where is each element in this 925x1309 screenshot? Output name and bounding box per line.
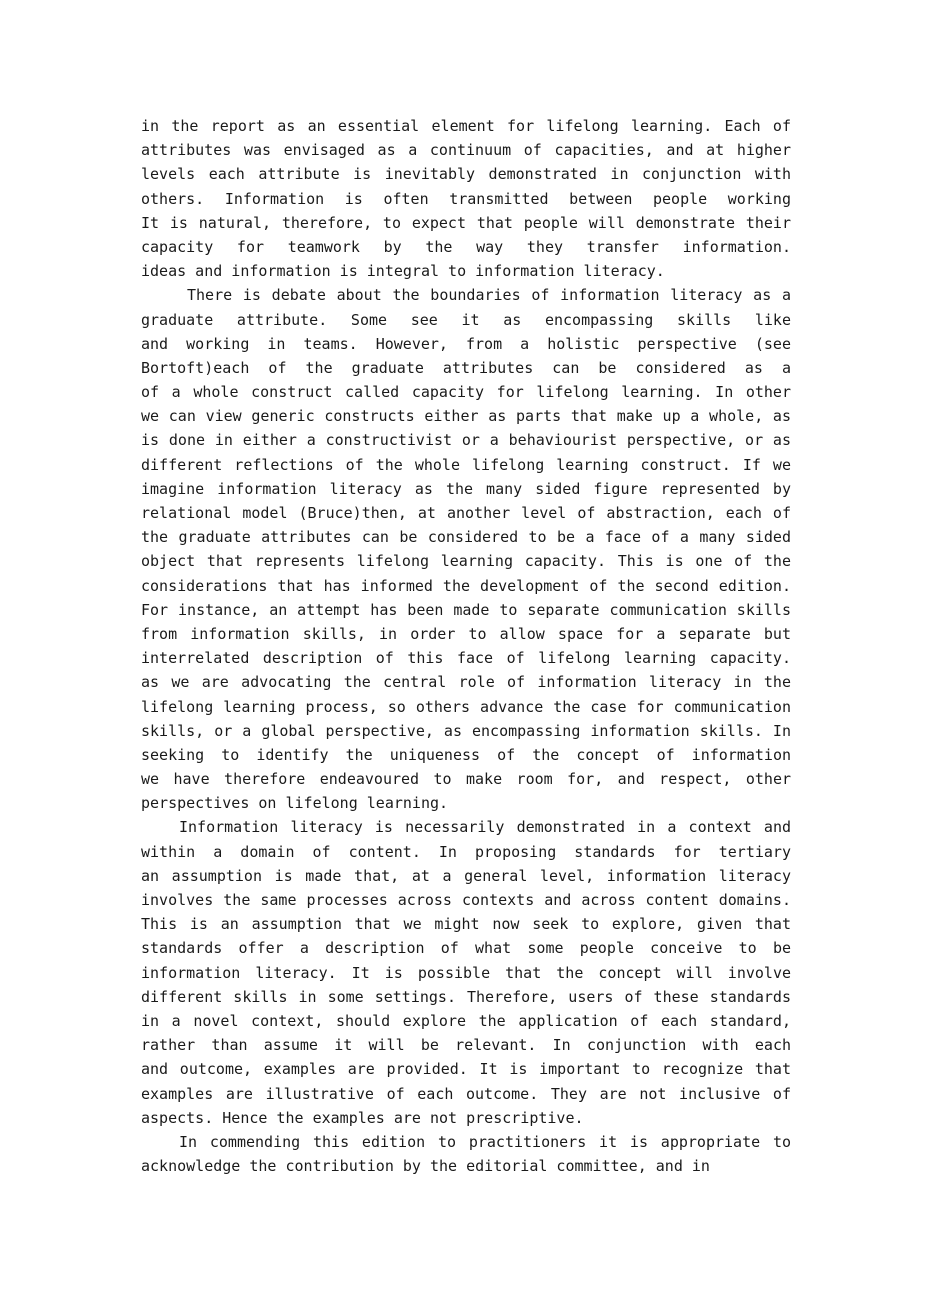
- text-line: standards offer a description of what some people conceive to be: [141, 939, 791, 958]
- text-line: we have therefore endeavoured to make room for, and respect, other: [141, 770, 791, 789]
- text-line: information literacy. It is possible that the concept will involve: [141, 963, 791, 982]
- text-line: interrelated description of this face of lifelong learning capacity.: [141, 649, 791, 668]
- text-line: It is natural, therefore, to expect that people will demonstrate their: [141, 213, 791, 232]
- text-line: considerations that has informed the development of the second edition.: [141, 576, 791, 595]
- text-line: rather than assume it will be relevant. In conjunction with each: [141, 1036, 791, 1055]
- text-line: For instance, an attempt has been made to separate communication skills: [141, 600, 791, 619]
- text-line: In commending this edition to practitioners it is appropriate to: [179, 1132, 791, 1151]
- text-line: is done in either a constructivist or a behaviourist perspective, or as: [141, 431, 791, 450]
- text-line: as we are advocating the central role of information literacy in the: [141, 673, 791, 692]
- text-line: acknowledge the contribution by the editorial committee, and in: [141, 1157, 710, 1176]
- text-line: in the report as an essential element for lifelong learning. Each of: [141, 117, 791, 135]
- text-line: Bortoft)each of the graduate attributes can be considered as a: [141, 358, 791, 377]
- text-line: seeking to identify the uniqueness of the concept of information: [141, 745, 791, 764]
- text-line: different skills in some settings. Therefore, users of these standards: [141, 987, 791, 1006]
- text-line: aspects. Hence the examples are not prescriptive.: [141, 1108, 584, 1127]
- text-line: involves the same processes across contexts and across content domains.: [141, 891, 791, 909]
- text-line: imagine information literacy as the many sided figure represented by: [141, 479, 791, 498]
- text-line: graduate attribute. Some see it as encompassing skills like: [141, 310, 791, 329]
- text-line: attributes was envisaged as a continuum of capacities, and at higher: [141, 141, 791, 160]
- text-line: There is debate about the boundaries of information literacy as a: [187, 286, 791, 305]
- text-line: lifelong learning process, so others advance the case for communication: [141, 697, 791, 716]
- text-line: Information literacy is necessarily demonstrated in a context and: [179, 818, 791, 837]
- text-line: levels each attribute is inevitably demonstrated in conjunction with: [141, 165, 791, 184]
- text-line: examples are illustrative of each outcome. They are not inclusive of: [141, 1084, 791, 1103]
- text-line: within a domain of content. In proposing standards for tertiary: [141, 842, 791, 861]
- text-line: capacity for teamwork by the way they transfer information.: [141, 237, 791, 256]
- text-line: from information skills, in order to allow space for a separate but: [141, 624, 791, 643]
- text-line: ideas and information is integral to information literacy.: [141, 262, 665, 281]
- text-line: relational model (Bruce)then, at another level of abstraction, each of: [141, 504, 791, 522]
- text-line: object that represents lifelong learning capacity. This is one of the: [141, 552, 791, 571]
- text-line: perspectives on lifelong learning.: [141, 794, 449, 813]
- text-line: of a whole construct called capacity for lifelong learning. In other: [141, 383, 791, 402]
- text-line: we can view generic constructs either as parts that make up a whole, as: [141, 407, 791, 426]
- text-line: and outcome, examples are provided. It is important to recognize that: [141, 1060, 791, 1079]
- text-line: others. Information is often transmitted between people working: [141, 189, 791, 208]
- text-line: an assumption is made that, at a general level, information literacy: [141, 866, 791, 885]
- text-line: the graduate attributes can be considered to be a face of a many sided: [141, 528, 791, 547]
- text-line: in a novel context, should explore the application of each standard,: [141, 1011, 791, 1030]
- text-line: different reflections of the whole lifelong learning construct. If we: [141, 455, 791, 474]
- text-line: This is an assumption that we might now seek to explore, given that: [141, 915, 791, 934]
- body-text: [141, 114, 791, 1178]
- text-line: skills, or a global perspective, as encompassing information skills. In: [141, 721, 791, 740]
- text-line: and working in teams. However, from a holistic perspective (see: [141, 334, 791, 353]
